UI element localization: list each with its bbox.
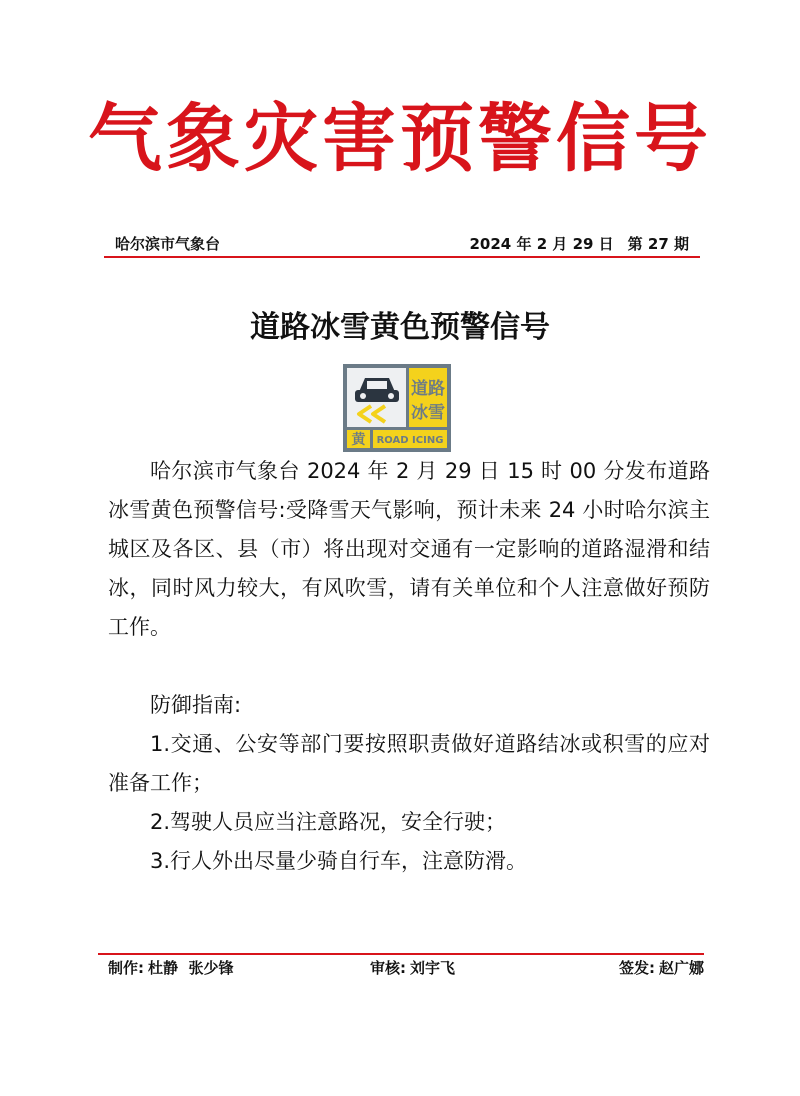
footer-maker [108, 957, 233, 978]
icon-level-char: 黄 [351, 432, 366, 448]
issuer-name: 哈尔滨市气象台 [115, 235, 221, 253]
footer-divider [98, 953, 704, 955]
reviewer-label: 审核: [370, 959, 406, 977]
issue-date: 2024 年 2 月 29 日 [469, 235, 614, 253]
icon-char-top: 道路 [411, 379, 445, 399]
maker-names: 杜静 张少锋 [148, 959, 234, 977]
icon-char-bottom: 冰雪 [411, 403, 445, 423]
footer-row [108, 957, 704, 981]
guide-heading: 防御指南: [150, 693, 242, 717]
header-divider [104, 256, 700, 258]
footer-signer [619, 957, 704, 978]
signer-name: 赵广娜 [658, 959, 704, 977]
main-paragraph: 哈尔滨市气象台 2024 年 2 月 29 日 15 时 00 分发布道路冰雪黄色预警信号:受降雪天气影响，预计未来 24 小时哈尔滨主城区及各区、县（市）将出现对交通有一定影响的道路湿滑和结冰，同时风力较大，有风吹雪，请有关单位和个人注意做好预防工作。 [108, 459, 710, 639]
issuer-row [107, 233, 697, 257]
reviewer-name: 刘宇飞 [410, 959, 456, 977]
maker-label: 制作: [108, 959, 144, 977]
body-text [108, 452, 710, 881]
footer-reviewer [370, 957, 455, 978]
icon-english-label: ROAD ICING [376, 435, 444, 446]
issue-number: 第 27 期 [627, 235, 689, 253]
guide-item: 2.驾驶人员应当注意路况，安全行驶； [150, 810, 507, 834]
spacer [108, 647, 710, 686]
road-icing-yellow-icon [343, 364, 451, 452]
date-and-issue [456, 233, 690, 254]
guide-item: 1.交通、公安等部门要按照职责做好道路结冰或积雪的应对准备工作； [108, 732, 710, 795]
signer-label: 签发: [618, 959, 655, 977]
document-masthead-title: 气象灾害预警信号 [88, 96, 712, 182]
signal-title: 道路冰雪黄色预警信号 [250, 310, 550, 345]
guide-item: 3.行人外出尽量少骑自行车，注意防滑。 [150, 849, 528, 873]
